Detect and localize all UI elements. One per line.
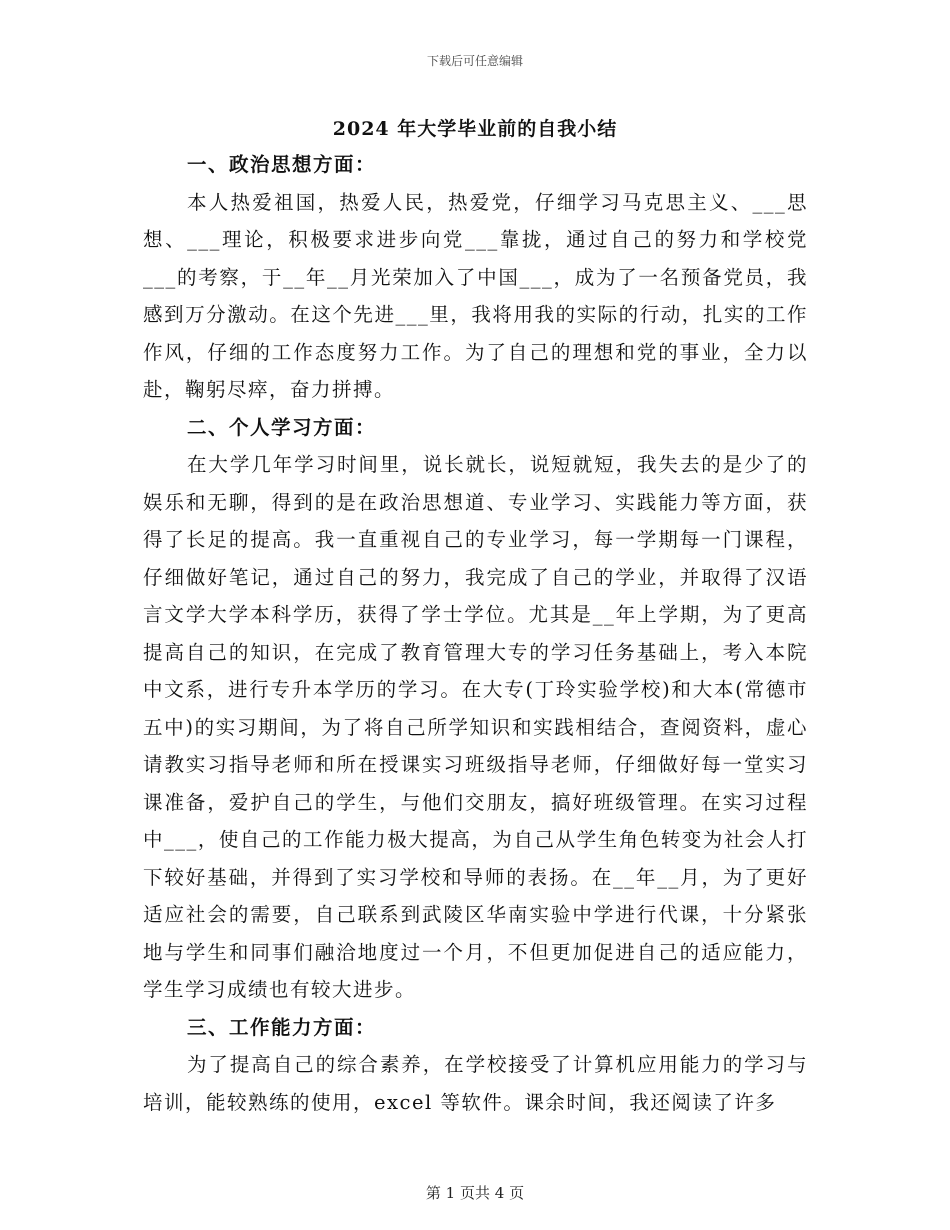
page-header-note: 下载后可任意编辑 <box>426 54 523 68</box>
page-footer-note: 第 1 页共 4 页 <box>425 1184 525 1202</box>
section-heading-work: 三、工作能力方面： <box>187 1015 377 1039</box>
document-body <box>143 146 808 1121</box>
section-paragraph-work: 为了提高自己的综合素养，在学校接受了计算机应用能力的学习与培训，能较熟练的使用，excel 等软件。课余时间，我还阅读了许多 <box>143 1053 808 1114</box>
section-heading-study: 二、个人学习方面： <box>187 415 377 439</box>
document-title: 2024 年大学毕业前的自我小结 <box>332 118 618 140</box>
section-paragraph-politics: 本人热爱祖国，热爱人民，热爱党，仔细学习马克思主义、___思想、___理论，积极要求进步向党___靠拢，通过自己的努力和学校党___的考察，于__年__月光荣加入了中国___，成为了一名预备党员，我感到万分激动。在这个先进___里，我将用我的实际的行动，扎实的工作作风，仔细的工作态度努力工作。为了自己的理想和党的事业，全力以赴，鞠躬尽瘁，奋力拼搏。 <box>143 190 808 401</box>
section-heading-politics: 一、政治思想方面： <box>187 153 377 176</box>
section-paragraph-study: 在大学几年学习时间里，说长就长，说短就短，我失去的是少了的娱乐和无聊，得到的是在政治思想道、专业学习、实践能力等方面，获得了长足的提高。我一直重视自己的专业学习，每一学期每一门课程，仔细做好笔记，通过自己的努力，我完成了自己的学业，并取得了汉语言文学大学本科学历，获得了学士学位。尤其是__年上学期，为了更高提高自己的知识，在完成了教育管理大专的学习任务基础上，考入本院中文系，进行专升本学历的学习。在大专(丁玲实验学校)和大本(常德市五中)的实习期间，为了将自己所学知识和实践相结合，查阅资料，虚心请教实习指导老师和所在授课实习班级指导老师，仔细做好每一堂实习课准备，爱护自己的学生，与他们交朋友，搞好班级管理。在实习过程中___，使自己的工作能力极大提高，为自己从学生角色转变为社会人打下较好基础，并得到了实习学校和导师的表扬。在__年__月，为了更好适应社会的需要，自己联系到武陵区华南实验中学进行代课，十分紧张地与学生和同事们融洽地度过一个月，不但更加促进自己的适应能力，学生学习成绩也有较大进步。 <box>143 453 808 1001</box>
